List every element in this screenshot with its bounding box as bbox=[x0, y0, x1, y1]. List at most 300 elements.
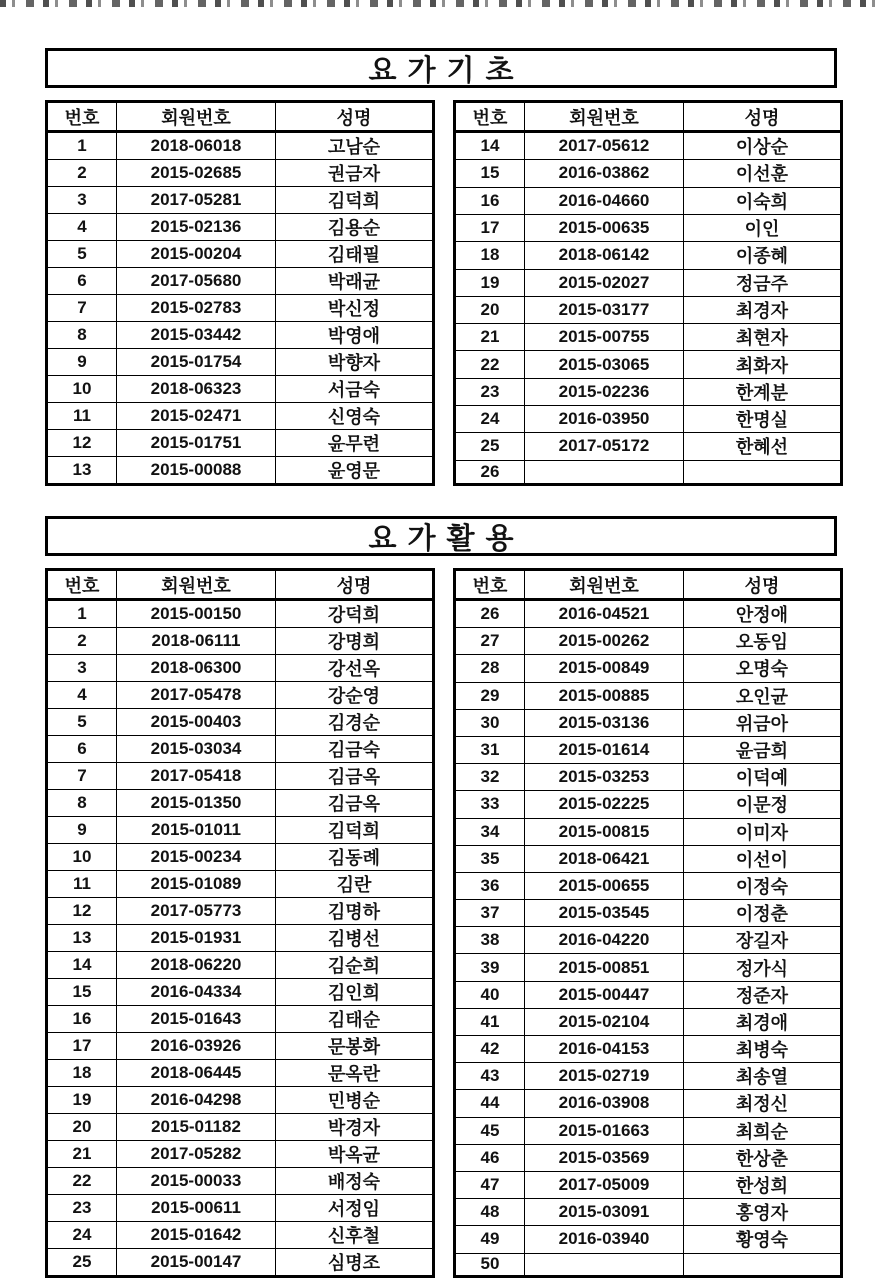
cell-no: 10 bbox=[47, 844, 117, 871]
table-row bbox=[47, 736, 434, 763]
cell-no: 14 bbox=[47, 952, 117, 979]
table-row bbox=[47, 214, 434, 241]
cell-name: 오동임 bbox=[684, 628, 842, 655]
cell-name: 이선훈 bbox=[684, 160, 842, 187]
header-row bbox=[455, 570, 842, 600]
cell-name: 한상춘 bbox=[684, 1144, 842, 1171]
cell-name: 박경자 bbox=[276, 1114, 434, 1141]
cell-no: 38 bbox=[455, 927, 525, 954]
cell-no: 25 bbox=[47, 1249, 117, 1277]
cell-name: 오인균 bbox=[684, 682, 842, 709]
member-table-basic-left bbox=[45, 100, 435, 486]
cell-name: 한명실 bbox=[684, 405, 842, 432]
cell-no: 34 bbox=[455, 818, 525, 845]
cell-no: 20 bbox=[47, 1114, 117, 1141]
cell-no: 29 bbox=[455, 682, 525, 709]
cell-name: 이문정 bbox=[684, 791, 842, 818]
table-row bbox=[455, 845, 842, 872]
cell-no: 50 bbox=[455, 1253, 525, 1276]
table-row bbox=[47, 1006, 434, 1033]
col-header-name: 성명 bbox=[684, 570, 842, 600]
cell-no: 15 bbox=[455, 160, 525, 187]
cell-name: 홍영자 bbox=[684, 1199, 842, 1226]
cell-no: 9 bbox=[47, 817, 117, 844]
cell-member-no: 2015-01931 bbox=[117, 925, 276, 952]
section-yoga-basic bbox=[45, 48, 837, 486]
cell-member-no: 2018-06323 bbox=[117, 376, 276, 403]
cell-no: 7 bbox=[47, 295, 117, 322]
col-header-member: 회원번호 bbox=[117, 570, 276, 600]
cell-name: 이종혜 bbox=[684, 242, 842, 269]
table-row bbox=[455, 1253, 842, 1276]
cell-member-no: 2017-05418 bbox=[117, 763, 276, 790]
cell-no: 27 bbox=[455, 628, 525, 655]
cell-name: 안정애 bbox=[684, 600, 842, 628]
cell-member-no: 2015-02236 bbox=[525, 378, 684, 405]
cell-no: 16 bbox=[47, 1006, 117, 1033]
table-row bbox=[47, 600, 434, 628]
table-row bbox=[47, 187, 434, 214]
table-row bbox=[455, 351, 842, 378]
cell-no: 8 bbox=[47, 322, 117, 349]
cell-name: 윤무련 bbox=[276, 430, 434, 457]
cell-member-no: 2015-03065 bbox=[525, 351, 684, 378]
table-row bbox=[455, 1090, 842, 1117]
cell-no: 43 bbox=[455, 1063, 525, 1090]
cell-name: 이미자 bbox=[684, 818, 842, 845]
cell-member-no: 2016-03940 bbox=[525, 1226, 684, 1253]
table-row bbox=[455, 954, 842, 981]
cell-no: 10 bbox=[47, 376, 117, 403]
table-row bbox=[455, 187, 842, 214]
cell-name: 최화자 bbox=[684, 351, 842, 378]
table-row bbox=[47, 763, 434, 790]
cell-no: 30 bbox=[455, 709, 525, 736]
cell-member-no: 2015-03177 bbox=[525, 296, 684, 323]
cell-member-no: 2015-01663 bbox=[525, 1117, 684, 1144]
cell-member-no: 2018-06220 bbox=[117, 952, 276, 979]
cell-member-no: 2015-01089 bbox=[117, 871, 276, 898]
cell-name: 이인 bbox=[684, 214, 842, 241]
cell-member-no: 2015-00088 bbox=[117, 457, 276, 485]
cell-member-no: 2015-00849 bbox=[525, 655, 684, 682]
col-header-no: 번호 bbox=[455, 570, 525, 600]
section-title: 요가기초 bbox=[368, 54, 525, 87]
cell-member-no: 2015-01754 bbox=[117, 349, 276, 376]
table-row bbox=[455, 872, 842, 899]
table-row bbox=[455, 296, 842, 323]
table-row bbox=[47, 1222, 434, 1249]
cell-name: 김태순 bbox=[276, 1006, 434, 1033]
cell-no: 28 bbox=[455, 655, 525, 682]
table-row bbox=[47, 322, 434, 349]
cell-no: 15 bbox=[47, 979, 117, 1006]
cell-name: 강덕희 bbox=[276, 600, 434, 628]
cell-member-no: 2015-01614 bbox=[525, 736, 684, 763]
header-row bbox=[47, 570, 434, 600]
table-row bbox=[455, 433, 842, 460]
cell-member-no: 2015-03442 bbox=[117, 322, 276, 349]
cell-no: 5 bbox=[47, 241, 117, 268]
cell-name: 이정숙 bbox=[684, 872, 842, 899]
cell-no: 33 bbox=[455, 791, 525, 818]
table-row bbox=[455, 736, 842, 763]
cell-name: 신후철 bbox=[276, 1222, 434, 1249]
cell-member-no: 2015-00635 bbox=[525, 214, 684, 241]
cell-name: 한계분 bbox=[684, 378, 842, 405]
table-row bbox=[455, 900, 842, 927]
cell-name: 배정숙 bbox=[276, 1168, 434, 1195]
table-row bbox=[47, 241, 434, 268]
cell-member-no: 2015-00447 bbox=[525, 981, 684, 1008]
cell-member-no bbox=[525, 460, 684, 484]
cell-name: 김병선 bbox=[276, 925, 434, 952]
cell-no: 12 bbox=[47, 430, 117, 457]
cell-no: 13 bbox=[47, 925, 117, 952]
cell-name bbox=[684, 1253, 842, 1276]
cell-name: 민병순 bbox=[276, 1087, 434, 1114]
table-row bbox=[455, 242, 842, 269]
cell-no: 45 bbox=[455, 1117, 525, 1144]
cell-member-no: 2015-02719 bbox=[525, 1063, 684, 1090]
table-row bbox=[47, 952, 434, 979]
cell-name: 김금옥 bbox=[276, 763, 434, 790]
cell-no: 32 bbox=[455, 764, 525, 791]
cell-name: 김명하 bbox=[276, 898, 434, 925]
table-row bbox=[455, 981, 842, 1008]
cell-member-no: 2015-02685 bbox=[117, 160, 276, 187]
table-row bbox=[47, 979, 434, 1006]
cell-member-no: 2015-00204 bbox=[117, 241, 276, 268]
table-row bbox=[47, 871, 434, 898]
cell-member-no: 2016-04521 bbox=[525, 600, 684, 628]
cell-member-no: 2016-03908 bbox=[525, 1090, 684, 1117]
cell-no: 26 bbox=[455, 460, 525, 484]
cell-no: 31 bbox=[455, 736, 525, 763]
cell-member-no: 2016-04660 bbox=[525, 187, 684, 214]
table-row bbox=[455, 709, 842, 736]
cell-no: 17 bbox=[47, 1033, 117, 1060]
col-header-no: 번호 bbox=[47, 102, 117, 132]
cell-no: 9 bbox=[47, 349, 117, 376]
cell-member-no: 2015-00147 bbox=[117, 1249, 276, 1277]
cell-name: 박래균 bbox=[276, 268, 434, 295]
cell-name: 문봉화 bbox=[276, 1033, 434, 1060]
cell-name: 박영애 bbox=[276, 322, 434, 349]
cell-member-no: 2015-00815 bbox=[525, 818, 684, 845]
cell-member-no: 2015-02225 bbox=[525, 791, 684, 818]
member-table-basic-right bbox=[453, 100, 843, 486]
cell-member-no: 2016-04298 bbox=[117, 1087, 276, 1114]
cell-name: 강선옥 bbox=[276, 655, 434, 682]
header-row bbox=[455, 102, 842, 132]
cell-member-no: 2015-01642 bbox=[117, 1222, 276, 1249]
cell-name: 정준자 bbox=[684, 981, 842, 1008]
cell-member-no: 2015-03034 bbox=[117, 736, 276, 763]
table-row bbox=[455, 460, 842, 484]
cell-no: 49 bbox=[455, 1226, 525, 1253]
cell-no: 48 bbox=[455, 1199, 525, 1226]
cell-no: 35 bbox=[455, 845, 525, 872]
cell-member-no: 2017-05612 bbox=[525, 132, 684, 160]
cell-name: 강순영 bbox=[276, 682, 434, 709]
cell-no: 39 bbox=[455, 954, 525, 981]
cell-name: 김덕희 bbox=[276, 187, 434, 214]
cell-member-no: 2017-05172 bbox=[525, 433, 684, 460]
cell-no: 3 bbox=[47, 655, 117, 682]
cell-no: 24 bbox=[47, 1222, 117, 1249]
table-row bbox=[47, 403, 434, 430]
cell-no: 24 bbox=[455, 405, 525, 432]
table-row bbox=[455, 1199, 842, 1226]
cell-member-no: 2015-01643 bbox=[117, 1006, 276, 1033]
table-row bbox=[455, 818, 842, 845]
table-row bbox=[47, 1141, 434, 1168]
cell-member-no: 2017-05281 bbox=[117, 187, 276, 214]
cell-no: 13 bbox=[47, 457, 117, 485]
table-row bbox=[47, 925, 434, 952]
cell-name bbox=[684, 460, 842, 484]
cell-no: 3 bbox=[47, 187, 117, 214]
cell-name: 박옥균 bbox=[276, 1141, 434, 1168]
cell-member-no: 2015-03545 bbox=[525, 900, 684, 927]
cell-member-no: 2015-00150 bbox=[117, 600, 276, 628]
section-title-box-yoga-advanced bbox=[45, 516, 837, 556]
cell-no: 16 bbox=[455, 187, 525, 214]
table-row bbox=[455, 405, 842, 432]
cell-member-no: 2017-05680 bbox=[117, 268, 276, 295]
col-header-no: 번호 bbox=[455, 102, 525, 132]
cell-member-no: 2015-00755 bbox=[525, 324, 684, 351]
section-tables bbox=[45, 100, 837, 486]
cell-no: 8 bbox=[47, 790, 117, 817]
cell-member-no: 2016-04153 bbox=[525, 1036, 684, 1063]
cell-no: 4 bbox=[47, 214, 117, 241]
col-header-name: 성명 bbox=[684, 102, 842, 132]
cell-name: 고남순 bbox=[276, 132, 434, 160]
cell-no: 46 bbox=[455, 1144, 525, 1171]
cell-name: 문옥란 bbox=[276, 1060, 434, 1087]
cell-member-no: 2018-06421 bbox=[525, 845, 684, 872]
cell-member-no: 2017-05282 bbox=[117, 1141, 276, 1168]
cell-name: 서정임 bbox=[276, 1195, 434, 1222]
table-row bbox=[455, 682, 842, 709]
cell-member-no: 2015-01350 bbox=[117, 790, 276, 817]
cell-no: 18 bbox=[455, 242, 525, 269]
cell-member-no: 2015-03253 bbox=[525, 764, 684, 791]
cell-member-no: 2015-01182 bbox=[117, 1114, 276, 1141]
cell-no: 40 bbox=[455, 981, 525, 1008]
cell-member-no: 2015-00885 bbox=[525, 682, 684, 709]
cell-no: 19 bbox=[47, 1087, 117, 1114]
cell-name: 최경애 bbox=[684, 1008, 842, 1035]
cell-no: 23 bbox=[455, 378, 525, 405]
cell-name: 김금옥 bbox=[276, 790, 434, 817]
table-row bbox=[47, 457, 434, 485]
cell-no: 37 bbox=[455, 900, 525, 927]
table-row bbox=[455, 655, 842, 682]
col-header-name: 성명 bbox=[276, 102, 434, 132]
table-row bbox=[455, 132, 842, 160]
table-row bbox=[47, 349, 434, 376]
cell-no: 22 bbox=[455, 351, 525, 378]
cell-name: 이선이 bbox=[684, 845, 842, 872]
cell-no: 6 bbox=[47, 268, 117, 295]
cell-name: 신영숙 bbox=[276, 403, 434, 430]
table-row bbox=[455, 1008, 842, 1035]
table-row bbox=[455, 791, 842, 818]
table-row bbox=[47, 790, 434, 817]
cell-no: 21 bbox=[47, 1141, 117, 1168]
cell-name: 윤금희 bbox=[684, 736, 842, 763]
table-row bbox=[455, 1226, 842, 1253]
cell-member-no: 2018-06300 bbox=[117, 655, 276, 682]
table-row bbox=[455, 269, 842, 296]
cell-name: 이숙희 bbox=[684, 187, 842, 214]
cell-name: 김인희 bbox=[276, 979, 434, 1006]
cell-member-no: 2015-03091 bbox=[525, 1199, 684, 1226]
member-table-advanced-left bbox=[45, 568, 435, 1278]
col-header-name: 성명 bbox=[276, 570, 434, 600]
cell-name: 서금숙 bbox=[276, 376, 434, 403]
cell-name: 김용순 bbox=[276, 214, 434, 241]
cell-no: 47 bbox=[455, 1171, 525, 1198]
cell-no: 11 bbox=[47, 871, 117, 898]
cell-no: 17 bbox=[455, 214, 525, 241]
cell-no: 18 bbox=[47, 1060, 117, 1087]
cell-member-no: 2015-02471 bbox=[117, 403, 276, 430]
table-row bbox=[47, 817, 434, 844]
table-row bbox=[455, 378, 842, 405]
table-row bbox=[47, 132, 434, 160]
cell-member-no: 2017-05773 bbox=[117, 898, 276, 925]
cell-name: 김란 bbox=[276, 871, 434, 898]
table-row bbox=[47, 709, 434, 736]
cell-member-no: 2018-06018 bbox=[117, 132, 276, 160]
table-row bbox=[455, 927, 842, 954]
cell-name: 이상순 bbox=[684, 132, 842, 160]
scan-artifact-top bbox=[0, 0, 880, 7]
cell-name: 이정춘 bbox=[684, 900, 842, 927]
cell-name: 최병숙 bbox=[684, 1036, 842, 1063]
cell-no: 7 bbox=[47, 763, 117, 790]
cell-member-no: 2016-03862 bbox=[525, 160, 684, 187]
cell-no: 2 bbox=[47, 628, 117, 655]
table-row bbox=[47, 1033, 434, 1060]
cell-member-no: 2017-05009 bbox=[525, 1171, 684, 1198]
cell-no: 36 bbox=[455, 872, 525, 899]
table-row bbox=[47, 295, 434, 322]
table-row bbox=[47, 655, 434, 682]
cell-member-no: 2015-02783 bbox=[117, 295, 276, 322]
cell-no: 41 bbox=[455, 1008, 525, 1035]
header-row bbox=[47, 102, 434, 132]
cell-name: 장길자 bbox=[684, 927, 842, 954]
cell-member-no: 2016-03950 bbox=[525, 405, 684, 432]
table-row bbox=[47, 898, 434, 925]
table-row bbox=[47, 160, 434, 187]
cell-member-no: 2015-00655 bbox=[525, 872, 684, 899]
cell-member-no: 2015-00234 bbox=[117, 844, 276, 871]
cell-member-no: 2016-04220 bbox=[525, 927, 684, 954]
table-row bbox=[47, 1249, 434, 1277]
cell-no: 42 bbox=[455, 1036, 525, 1063]
table-row bbox=[455, 324, 842, 351]
cell-name: 정금주 bbox=[684, 269, 842, 296]
cell-member-no: 2015-03136 bbox=[525, 709, 684, 736]
cell-name: 한성희 bbox=[684, 1171, 842, 1198]
cell-name: 박신정 bbox=[276, 295, 434, 322]
cell-no: 6 bbox=[47, 736, 117, 763]
table-row bbox=[47, 376, 434, 403]
cell-member-no: 2015-00611 bbox=[117, 1195, 276, 1222]
cell-name: 박향자 bbox=[276, 349, 434, 376]
cell-member-no: 2015-00851 bbox=[525, 954, 684, 981]
cell-member-no: 2015-02136 bbox=[117, 214, 276, 241]
cell-no: 12 bbox=[47, 898, 117, 925]
section-title: 요가활용 bbox=[368, 522, 525, 555]
cell-name: 김경순 bbox=[276, 709, 434, 736]
cell-member-no: 2015-03569 bbox=[525, 1144, 684, 1171]
cell-name: 김태필 bbox=[276, 241, 434, 268]
cell-no: 1 bbox=[47, 600, 117, 628]
cell-no: 44 bbox=[455, 1090, 525, 1117]
table-row bbox=[47, 628, 434, 655]
cell-no: 14 bbox=[455, 132, 525, 160]
cell-name: 최현자 bbox=[684, 324, 842, 351]
cell-member-no: 2017-05478 bbox=[117, 682, 276, 709]
cell-no: 22 bbox=[47, 1168, 117, 1195]
cell-no: 1 bbox=[47, 132, 117, 160]
table-row bbox=[455, 1117, 842, 1144]
cell-name: 최경자 bbox=[684, 296, 842, 323]
col-header-member: 회원번호 bbox=[525, 570, 684, 600]
cell-no: 11 bbox=[47, 403, 117, 430]
cell-no: 23 bbox=[47, 1195, 117, 1222]
cell-name: 한혜선 bbox=[684, 433, 842, 460]
table-row bbox=[455, 764, 842, 791]
table-row bbox=[455, 600, 842, 628]
cell-name: 최정신 bbox=[684, 1090, 842, 1117]
cell-name: 김순희 bbox=[276, 952, 434, 979]
table-row bbox=[47, 1114, 434, 1141]
table-row bbox=[47, 430, 434, 457]
table-row bbox=[455, 214, 842, 241]
table-row bbox=[455, 1036, 842, 1063]
cell-member-no: 2016-04334 bbox=[117, 979, 276, 1006]
cell-member-no: 2015-00033 bbox=[117, 1168, 276, 1195]
col-header-member: 회원번호 bbox=[525, 102, 684, 132]
cell-member-no bbox=[525, 1253, 684, 1276]
table-row bbox=[455, 628, 842, 655]
cell-member-no: 2015-02027 bbox=[525, 269, 684, 296]
table-row bbox=[455, 1144, 842, 1171]
section-yoga-advanced bbox=[45, 516, 837, 1278]
cell-member-no: 2018-06111 bbox=[117, 628, 276, 655]
cell-no: 25 bbox=[455, 433, 525, 460]
cell-member-no: 2015-00262 bbox=[525, 628, 684, 655]
cell-name: 황영숙 bbox=[684, 1226, 842, 1253]
cell-member-no: 2015-02104 bbox=[525, 1008, 684, 1035]
cell-no: 26 bbox=[455, 600, 525, 628]
cell-name: 김동례 bbox=[276, 844, 434, 871]
cell-name: 심명조 bbox=[276, 1249, 434, 1277]
table-row bbox=[455, 160, 842, 187]
cell-member-no: 2015-01751 bbox=[117, 430, 276, 457]
cell-member-no: 2015-00403 bbox=[117, 709, 276, 736]
cell-name: 정가식 bbox=[684, 954, 842, 981]
cell-member-no: 2018-06142 bbox=[525, 242, 684, 269]
